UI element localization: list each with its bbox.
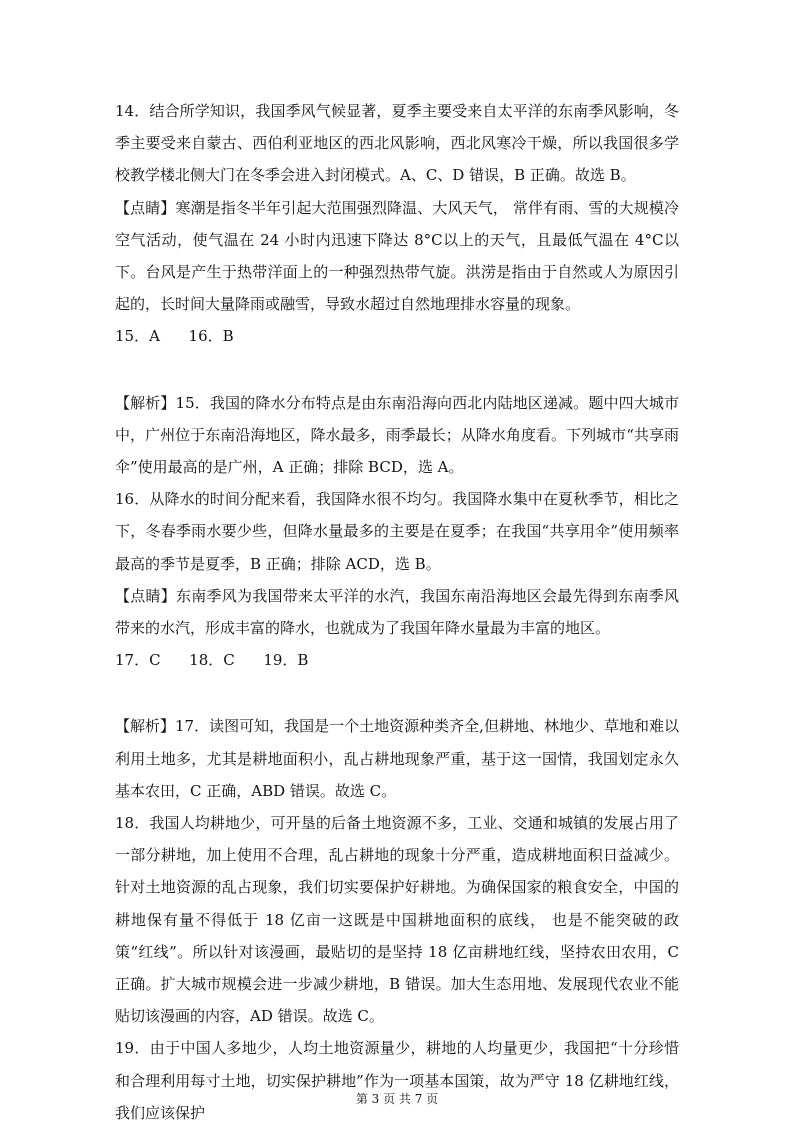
document-body bbox=[115, 95, 679, 1129]
paragraph-dianjing-1: 【点睛】寒潮是指冬半年引起大范围强烈降温、大风天气， 常伴有雨、雪的大规模冷空气活动，使气温在 24 小时内迅速下降达 8°C以上的天气，且最低气温在 4°C以下。台风是产生于热带洋面上的一种强烈热带气旋。洪涝是指由于自然或人为原因引起的，长时间大量降雨或融雪，导致水超过自然地理排水容量的现象。 bbox=[115, 198, 679, 314]
paragraph-jiexi-17: 【解析】17．读图可知，我国是一个土地资源种类齐全,但耕地、林地少、草地和难以利用土地多，尤其是耕地面积小，乱占耕地现象严重，基于这一国情，我国划定永久基本农田，C 正确，ABD 错误。故选 C。 bbox=[115, 717, 679, 800]
paragraph-jiexi-15: 【解析】15．我国的降水分布特点是由东南沿海向西北内陆地区递减。题中四大城市中，广州位于东南沿海地区，降水最多，雨季最长；从降水角度看。下列城市“共享雨伞”使用最高的是广州，A 正确；排除 BCD，选 A。 bbox=[115, 393, 679, 477]
answer-key-15-16: 15．A 16．B bbox=[115, 327, 234, 346]
paragraph-q16: 16．从降水的时间分配来看，我国降水很不均匀。我国降水集中在夏秋季节，相比之下，冬春季雨水要少些，但降水量最多的主要是在夏季；在我国“共享用伞”使用频率最高的季节是夏季，B 正确；排除 ACD，选 B。 bbox=[115, 490, 679, 573]
paragraph-q19: 19．由于中国人多地少，人均土地资源量少，耕地的人均量更少，我国把“十分珍惜和合理利用每寸土地，切实保护耕地”作为一项基本国策，故为严守 18 亿耕地红线，我们应该保护 bbox=[115, 1039, 679, 1122]
answer-key-17-19: 17．C 18．C 19．B bbox=[115, 651, 309, 670]
paragraph-q18: 18．我国人均耕地少，可开垦的后备土地资源不多，工业、交通和城镇的发展占用了一部分耕地，加上使用不合理，乱占耕地的现象十分严重，造成耕地面积日益减少。针对土地资源的乱占现象，我们切实要保护好耕地。为确保国家的粮食安全，中国的耕地保有量不得低于 18 亿亩一这既是中国耕地面积的底线， 也是不能突破的政策“红线”。所以针对该漫画，最贴切的是坚持 18 亿亩耕地红线，坚持农田农用，C 正确。扩大城市规模会进一步减少耕地，B 错误。加大生态用地、发展现代农业不能贴切该漫画的内容，AD 错误。故选 C。 bbox=[115, 814, 679, 1026]
page-footer: 第 3 页 共 7 页 bbox=[355, 1092, 439, 1106]
paragraph-q14: 14．结合所学知识，我国季风气候显著，夏季主要受来自太平洋的东南季风影响，冬季主要受来自蒙古、西伯利亚地区的西北风影响，西北风寒冷干燥，所以我国很多学校教学楼北侧大门在冬季会进入封闭模式。A、C、D 错误，B 正确。故选 B。 bbox=[115, 102, 679, 185]
paragraph-dianjing-2: 【点睛】东南季风为我国带来太平洋的水汽，我国东南沿海地区会最先得到东南季风带来的水汽，形成丰富的降水，也就成为了我国年降水量最为丰富的地区。 bbox=[115, 586, 679, 638]
